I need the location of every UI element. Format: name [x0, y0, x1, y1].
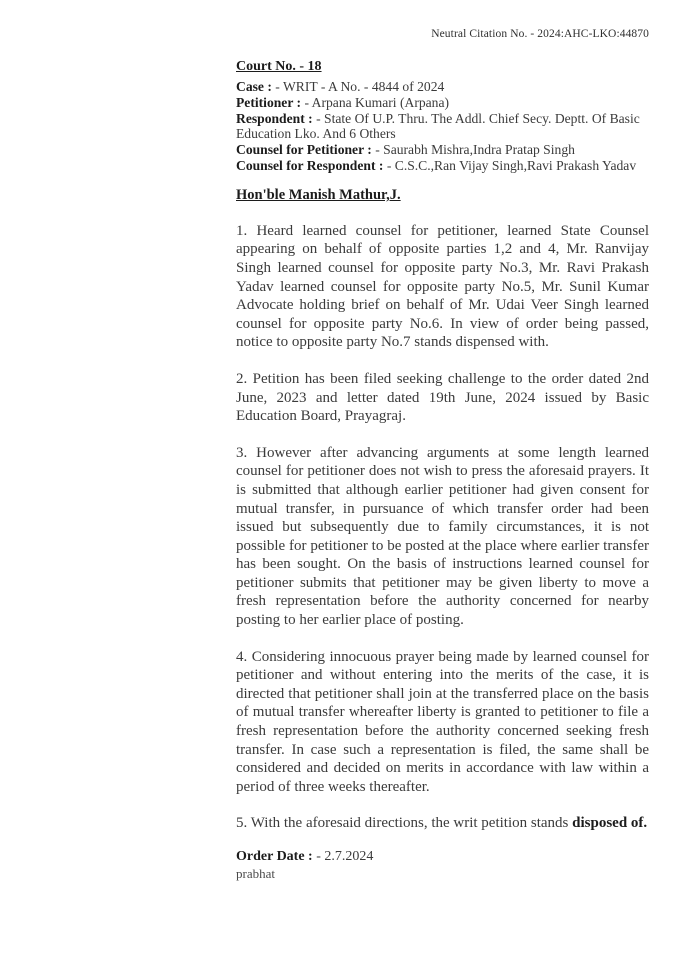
order-paragraph-1: 1. Heard learned counsel for petitioner, learned State Counsel appearing on behalf of opposite parties 1,2 and 4, Mr. Ranvijay Singh learned counsel for opposite party No.3, Mr. Ravi Prakash Yadav learned counsel for opposite party No.5, Mr. Sunil Kumar Advocate holding brief on behalf of Mr. Udai Veer Singh learned counsel for opposite party No.6. In view of order being passed, notice to opposite party No.7 stands dispensed with.: [236, 222, 649, 351]
disposed-of-emphasis: disposed of.: [572, 815, 648, 832]
case-details-block: [236, 79, 649, 174]
petitioner-line: [236, 95, 649, 111]
respondent-counsel-label: Counsel for Respondent :: [236, 157, 384, 173]
case-value: - WRIT - A No. - 4844 of 2024: [275, 79, 445, 94]
case-label: Case :: [236, 79, 272, 94]
judge-name-heading: Hon'ble Manish Mathur,J.: [236, 186, 401, 203]
order-paragraph-4: 4. Considering innocuous prayer being made by learned counsel for petitioner and without entering into the merits of the case, it is directed that petitioner shall join at the transferred place on the basis of mutual transfer whereafter liberty is granted to petitioner to file a fresh representation before the authority concerned seeking fresh transfer. In case such a representation is filed, the same shall be considered and decided on merits in accordance with law within a period of three weeks thereafter.: [236, 648, 649, 795]
bench-secretary-name: prabhat: [236, 865, 275, 881]
respondent-line: [236, 111, 649, 143]
respondent-value: - State Of U.P. Thru. The Addl. Chief Secy. Deptt. Of Basic Education Lko. And 6 Others: [236, 110, 640, 142]
petitioner-label: Petitioner :: [236, 94, 302, 110]
respondent-label: Respondent :: [236, 110, 313, 126]
case-number-line: [236, 79, 649, 95]
petitioner-counsel-value: - Saurabh Mishra,Indra Pratap Singh: [375, 142, 575, 158]
order-date-value: - 2.7.2024: [316, 849, 374, 864]
order-date-label: Order Date :: [236, 849, 313, 864]
order-paragraph-2: 2. Petition has been filed seeking challenge to the order dated 2nd June, 2023 and letter dated 19th June, 2024 issued by Basic Education Board, Prayagraj.: [236, 370, 649, 425]
order-paragraph-5: [236, 814, 649, 833]
closing-lead-text: 5. With the aforesaid directions, the writ petition stands: [236, 815, 573, 832]
petitioner-counsel-line: [236, 142, 649, 158]
petitioner-counsel-label: Counsel for Petitioner :: [236, 142, 372, 158]
order-date-line: [236, 849, 649, 866]
respondent-counsel-line: [236, 158, 649, 174]
court-number-heading: Court No. - 18: [236, 59, 322, 74]
order-paragraph-3: 3. However after advancing arguments at some length learned counsel for petitioner does not wish to press the aforesaid prayers. It is submitted that although earlier petitioner had given consent for mutual transfer, in pursuance of which transfer order had been issued but subsequently due to family circumstances, it is not possible for petitioner to be posted at the place where earlier transfer has been sought. On the basis of instructions learned counsel for petitioner submits that petitioner may be given liberty to move a fresh representation before the authority concerned for nearby posting to her earlier place of posting.: [236, 444, 649, 629]
neutral-citation: Neutral Citation No. - 2024:AHC-LKO:44870: [431, 28, 649, 40]
document-content: [236, 28, 649, 882]
respondent-counsel-value: - C.S.C.,Ran Vijay Singh,Ravi Prakash Yadav: [386, 157, 637, 173]
petitioner-value: - Arpana Kumari (Arpana): [304, 94, 450, 110]
